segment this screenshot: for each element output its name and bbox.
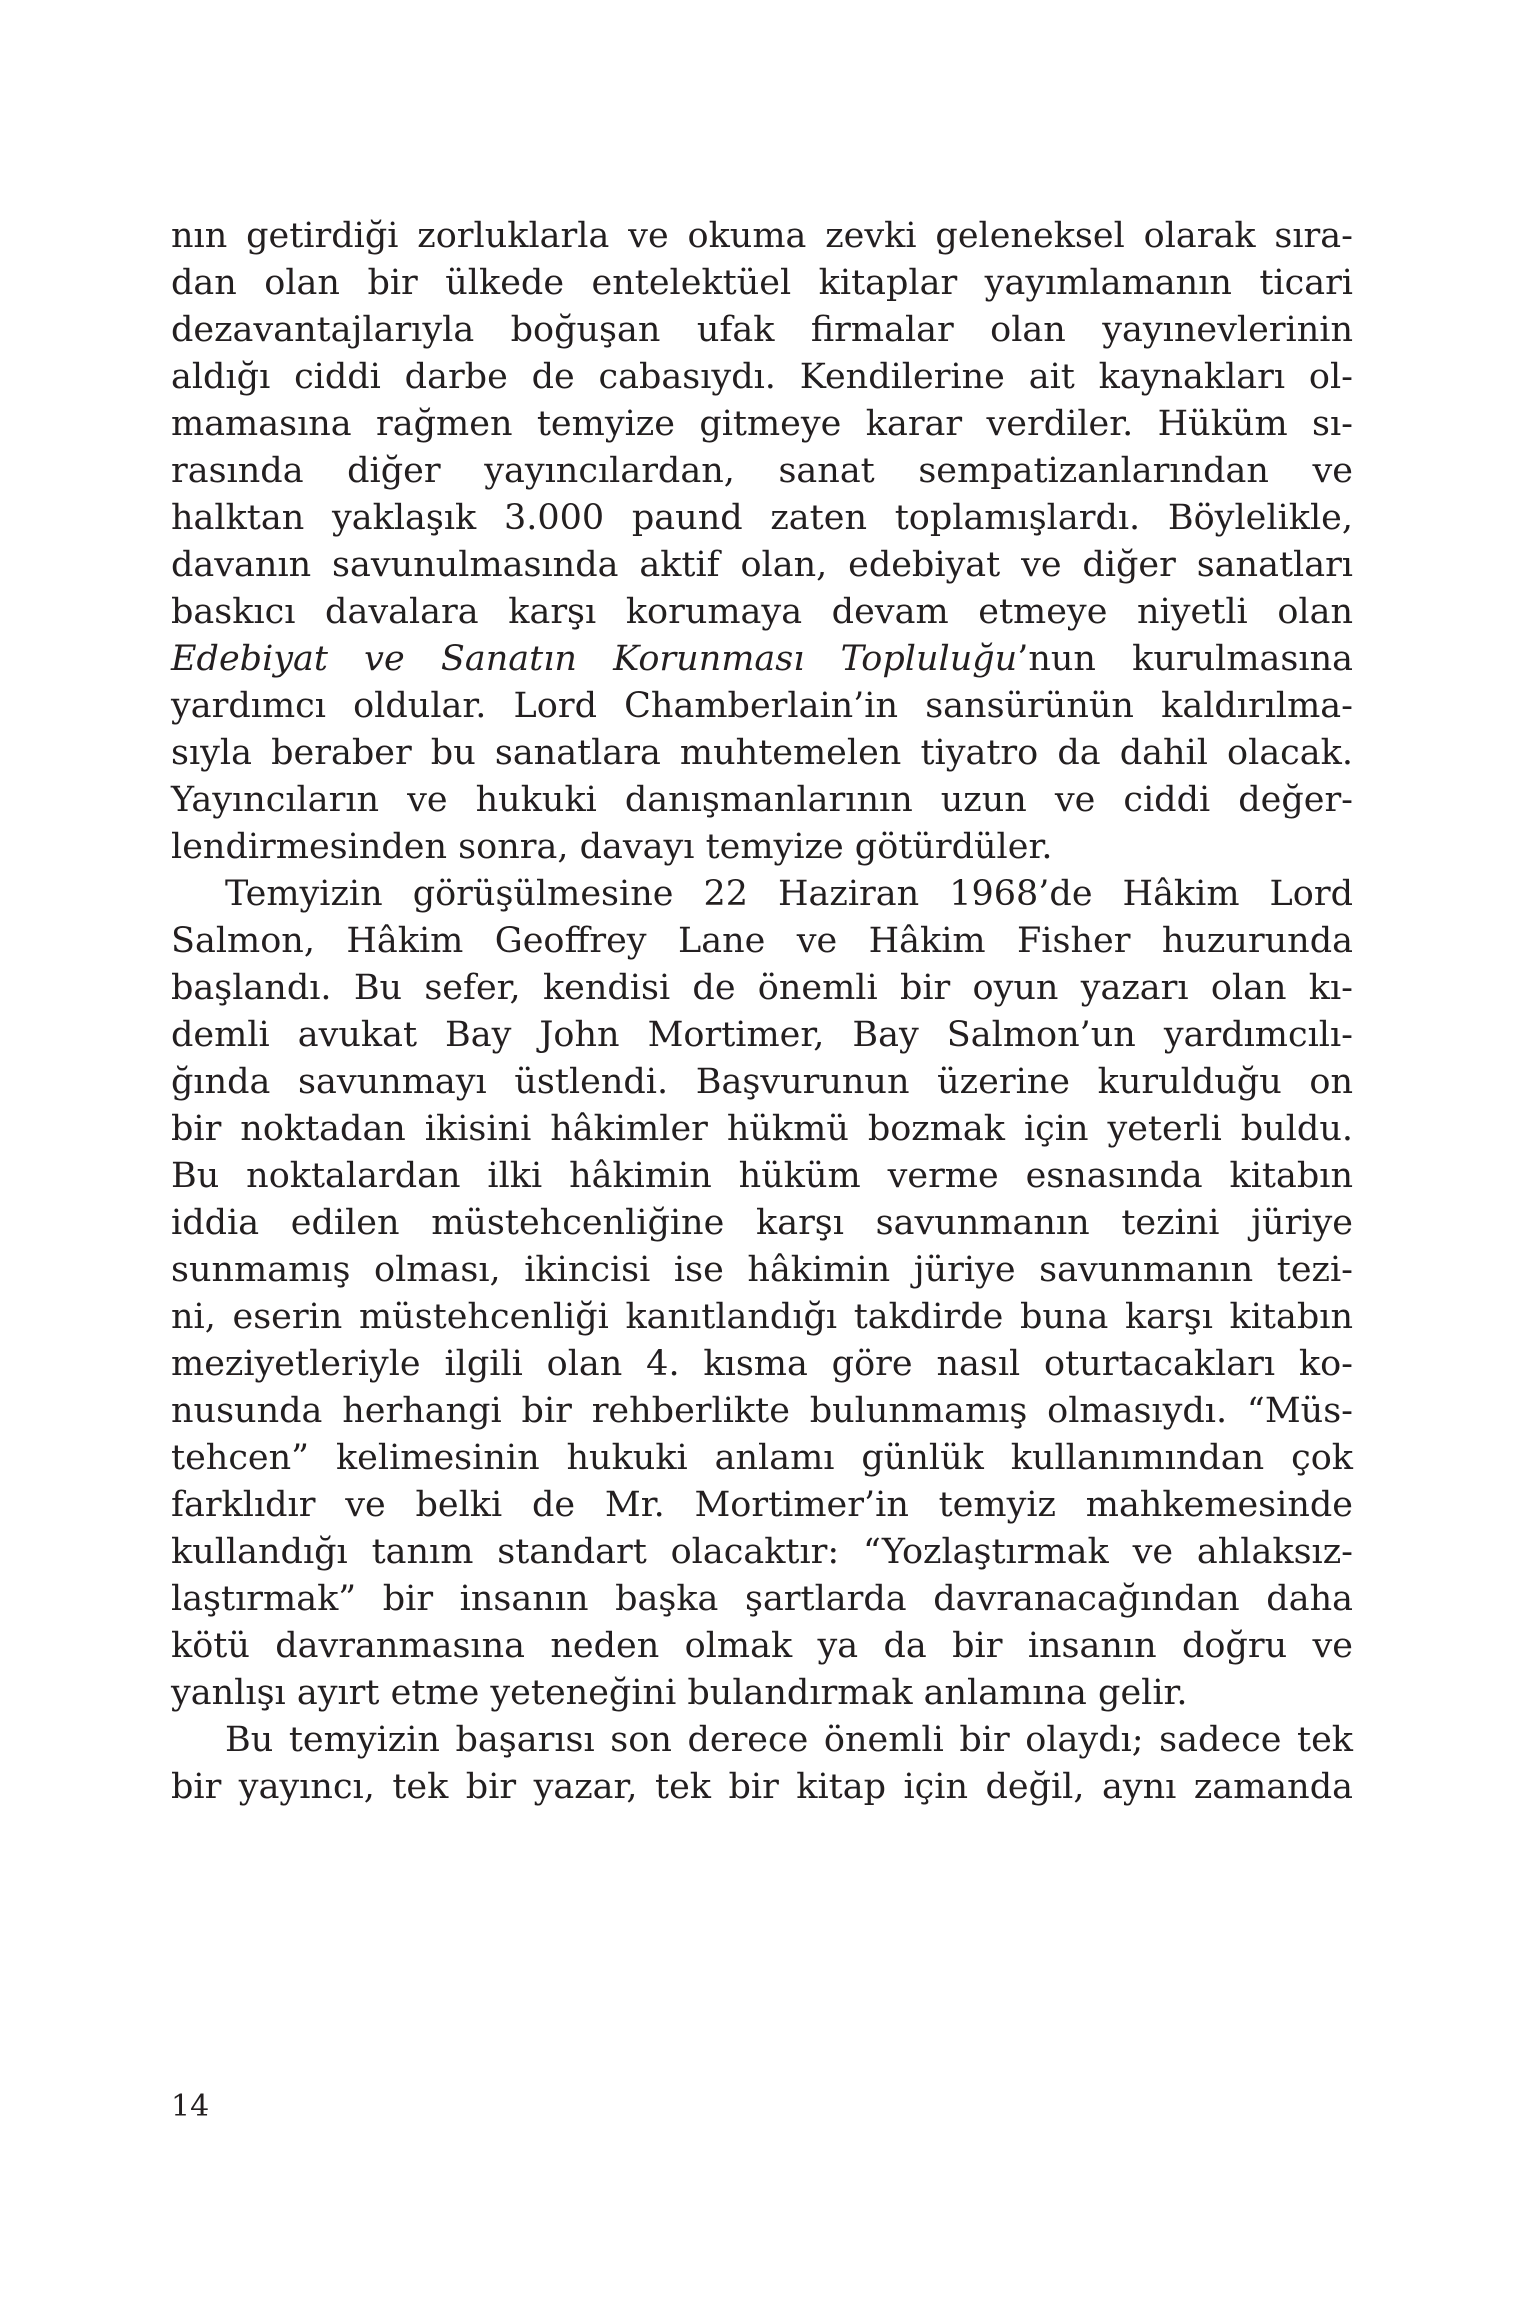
text-line: demli avukat Bay John Mortimer, Bay Salmon’un yardımcılı- — [171, 1015, 1353, 1055]
page-body — [171, 213, 1353, 1811]
text-line: mamasına rağmen temyize gitmeye karar verdiler. Hüküm sı- — [171, 404, 1353, 444]
text-line: iddia edilen müstehcenliğine karşı savunmanın tezini jüriye — [171, 1203, 1353, 1243]
text-line: nusunda herhangi bir rehberlikte bulunmamış olmasıydı. “Müs- — [171, 1391, 1353, 1431]
text-line: başlandı. Bu sefer, kendisi de önemli bir oyun yazarı olan kı- — [171, 968, 1353, 1008]
text-line: bir noktadan ikisini hâkimler hükmü bozmak için yeterli buldu. — [171, 1109, 1353, 1149]
text-line: dezavantajlarıyla boğuşan ufak firmalar olan yayınevlerinin — [171, 310, 1353, 350]
text-line: Yayıncıların ve hukuki danışmanlarının uzun ve ciddi değer- — [171, 780, 1353, 820]
text-line: Salmon, Hâkim Geoffrey Lane ve Hâkim Fisher huzurunda — [171, 921, 1353, 961]
text-line: davanın savunulmasında aktif olan, edebiyat ve diğer sanatları — [171, 545, 1353, 585]
paragraph-start-line: Temyizin görüşülmesine 22 Haziran 1968’de Hâkim Lord — [225, 874, 1353, 914]
text-line: sunmamış olması, ikincisi ise hâkimin jüriye savunmanın tezi- — [171, 1250, 1353, 1290]
text-line — [171, 636, 1353, 683]
text-line: kötü davranmasına neden olmak ya da bir insanın doğru ve — [171, 1626, 1353, 1666]
paragraph-start-line: Bu temyizin başarısı son derece önemli bir olaydı; sadece tek — [225, 1720, 1353, 1760]
text-line: nın getirdiği zorluklarla ve okuma zevki geleneksel olarak sıra- — [171, 216, 1353, 256]
text-line: aldığı ciddi darbe de cabasıydı. Kendilerine ait kaynakları ol- — [171, 357, 1353, 397]
text-line: kullandığı tanım standart olacaktır: “Yozlaştırmak ve ahlaksız- — [171, 1532, 1353, 1572]
text-line: yardımcı oldular. Lord Chamberlain’in sansürünün kaldırılma- — [171, 686, 1353, 726]
text-line: tehcen” kelimesinin hukuki anlamı günlük kullanımından çok — [171, 1438, 1353, 1478]
text-line: dan olan bir ülkede entelektüel kitaplar yayımlamanın ticari — [171, 263, 1353, 303]
text-line: sıyla beraber bu sanatlara muhtemelen tiyatro da dahil olacak. — [171, 733, 1353, 773]
society-name-italic: Edebiyat ve Sanatın Korunması Topluluğu — [171, 639, 1018, 679]
text-line: lendirmesinden sonra, davayı temyize götürdüler. — [171, 827, 1053, 867]
page-number: 14 — [171, 2089, 210, 2124]
text-line: yanlışı ayırt etme yeteneğini bulandırmak anlamına gelir. — [171, 1673, 1188, 1713]
text-line: rasında diğer yayıncılardan, sanat sempatizanlarından ve — [171, 451, 1353, 491]
text-line: halktan yaklaşık 3.000 paund zaten toplamışlardı. Böylelikle, — [171, 498, 1353, 538]
text-line: Bu noktalardan ilki hâkimin hüküm verme esnasında kitabın — [171, 1156, 1353, 1196]
text-line: ğında savunmayı üstlendi. Başvurunun üzerine kurulduğu on — [171, 1062, 1353, 1102]
text-line: farklıdır ve belki de Mr. Mortimer’in temyiz mahkemesinde — [171, 1485, 1353, 1525]
text-line: bir yayıncı, tek bir yazar, tek bir kitap için değil, aynı zamanda — [171, 1767, 1353, 1807]
text-line: ni, eserin müstehcenliği kanıtlandığı takdirde buna karşı kitabın — [171, 1297, 1353, 1337]
text-line-rest: ’nun kurulmasına — [1017, 639, 1353, 679]
text-line: laştırmak” bir insanın başka şartlarda davranacağından daha — [171, 1579, 1353, 1619]
text-line: meziyetleriyle ilgili olan 4. kısma göre nasıl oturtacakları ko- — [171, 1344, 1353, 1384]
text-line: baskıcı davalara karşı korumaya devam etmeye niyetli olan — [171, 592, 1353, 632]
